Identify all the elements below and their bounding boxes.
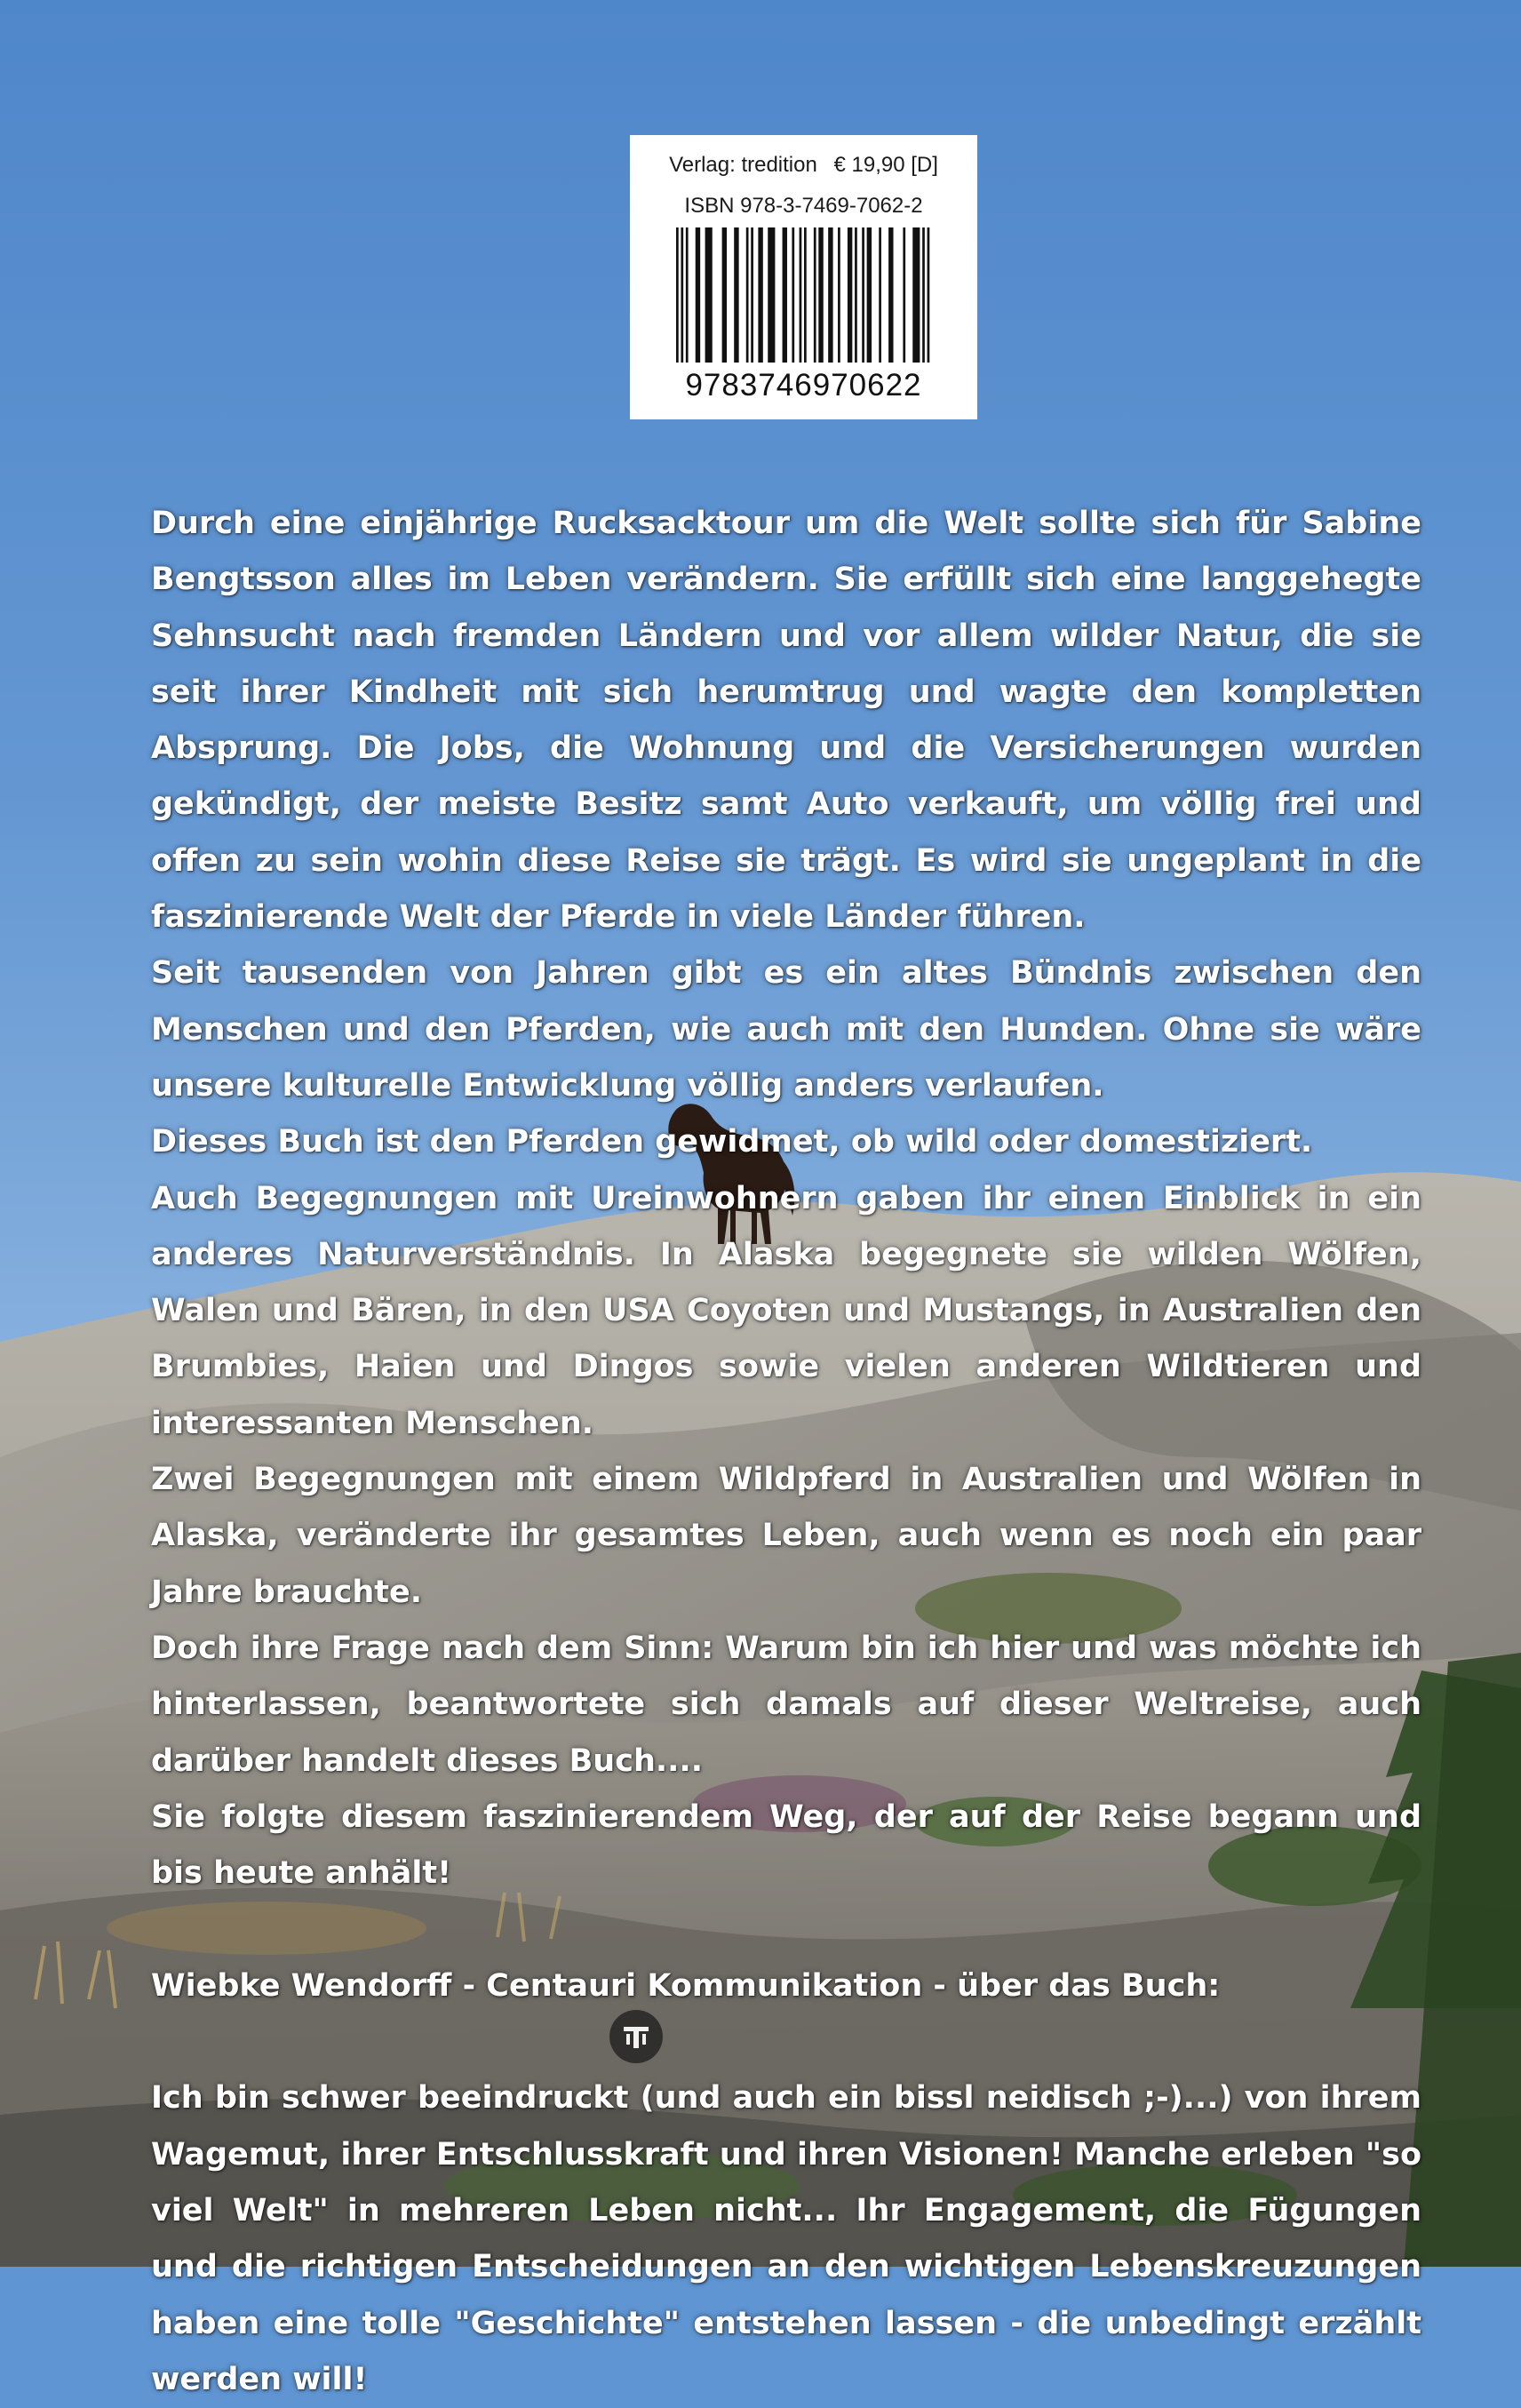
blurb-text [151, 496, 1421, 2408]
tredition-logo-icon [609, 2010, 663, 2063]
blurb-paragraph-3: Dieses Buch ist den Pferden gewidmet, ob wild oder domestiziert. [151, 1124, 1313, 1160]
barcode-bar [792, 227, 794, 363]
barcode-bar [783, 227, 787, 363]
barcode-bar [696, 227, 700, 363]
barcode-bar [758, 227, 762, 363]
barcode-bar [922, 227, 925, 363]
barcode-bar [768, 227, 775, 363]
barcode-bar [867, 227, 872, 363]
isbn-number: ISBN 978-3-7469-7062-2 [684, 194, 923, 218]
barcode-bar [903, 227, 905, 363]
barcode-bar [814, 227, 816, 363]
barcode-bars [676, 227, 932, 363]
barcode-bar [676, 227, 679, 363]
ean-digits: 9783746970622 [685, 368, 922, 403]
blurb-paragraph-5: Zwei Begegnungen mit einem Wildpferd in Australien und Wölfen in Alaska, veränderte ihr gesamtes Leben, auch wenn es noch ein paar Jahre brauchte. [151, 1462, 1421, 1610]
blurb-paragraph-7: Sie folgte diesem faszinierendem Weg, der auf der Reise begann und bis heute anhält! [151, 1798, 1421, 1892]
blurb-paragraph-4: Auch Begegnungen mit Ureinwohnern gaben ihr einen Einblick in ein anderes Naturverständnis. In Alaska begegnete sie wilden Wölfen, Walen und Bären, in den USA Coyoten und Mustangs, in Australien den Brumbies, Haien und Dingos sowie vielen anderen Wildtieren und interessanten Menschen. [151, 1180, 1421, 1441]
barcode-bar [848, 227, 852, 363]
barcode-bar [722, 227, 727, 363]
barcode-bar [751, 227, 753, 363]
review-heading: Wiebke Wendorff - Centauri Kommunikation - über das Buch: [151, 1967, 1221, 2004]
barcode-bar [888, 227, 893, 363]
barcode-bar [928, 227, 930, 363]
barcode-bar [746, 227, 749, 363]
barcode-bar [838, 227, 840, 363]
barcode-bar [681, 227, 683, 363]
blurb-paragraph-1: Durch eine einjährige Rucksacktour um die Welt sollte sich für Sabine Bengtsson alles im Leben verändern. Sie erfüllt sich eine langgehegte Sehnsucht nach fremden Ländern und vor allem wilder Natur, die sie seit ihrer Kindheit mit sich herumtrug und wagte den kompletten Absprung. Die Jobs, die Wohnung und die Versicherungen wurden gekündigt, der meiste Besitz samt Auto verkauft, um völlig frei und offen zu sein wohin diese Reise sie trägt. Es wird sie ungeplant in die faszinierende Welt der Pferde in viele Länder führen. [151, 506, 1421, 936]
barcode-bar [828, 227, 832, 363]
blurb-paragraph-6: Doch ihre Frage nach dem Sinn: Warum bin ich hier und was möchte ich hinterlassen, beantwortete sich damals auf dieser Weltreise, auch darüber handelt dieses Buch.... [151, 1630, 1421, 1779]
barcode-bar [800, 227, 802, 363]
spacer [151, 1902, 1421, 1957]
barcode-bar [705, 227, 713, 363]
publisher-price-line [630, 153, 977, 178]
review-quote: Ich bin schwer beeindruckt (und auch ein bissl neidisch ;-)...) von ihrem Wagemut, ihrer Entschlusskraft und ihren Visionen! Manche erleben "so viel Welt" in mehreren Leben nicht... Ihr Engagement, die Fügungen und die richtigen Entscheidungen an den wichtigen Lebenskreuzungen haben eine tolle "Geschichte" entstehen lassen - die unbedingt erzählt werden will! [151, 2080, 1421, 2397]
barcode-bar [686, 227, 689, 363]
price: € 19,90 [D] [833, 153, 938, 177]
barcode-bar [862, 227, 864, 363]
barcode-bar [818, 227, 823, 363]
barcode-bar [879, 227, 881, 363]
spacer [151, 2014, 1421, 2070]
barcode-bar [855, 227, 857, 363]
barcode-bar [734, 227, 738, 363]
barcode-bar [912, 227, 920, 363]
barcode-label [630, 135, 977, 419]
publisher: Verlag: tredition [669, 153, 817, 177]
barcode-bar [804, 227, 807, 363]
blurb-paragraph-2: Seit tausenden von Jahren gibt es ein altes Bündnis zwischen den Menschen und den Pferden, wie auch mit den Hunden. Ohne sie wäre unsere kulturelle Entwicklung völlig anders verlaufen. [151, 955, 1421, 1104]
